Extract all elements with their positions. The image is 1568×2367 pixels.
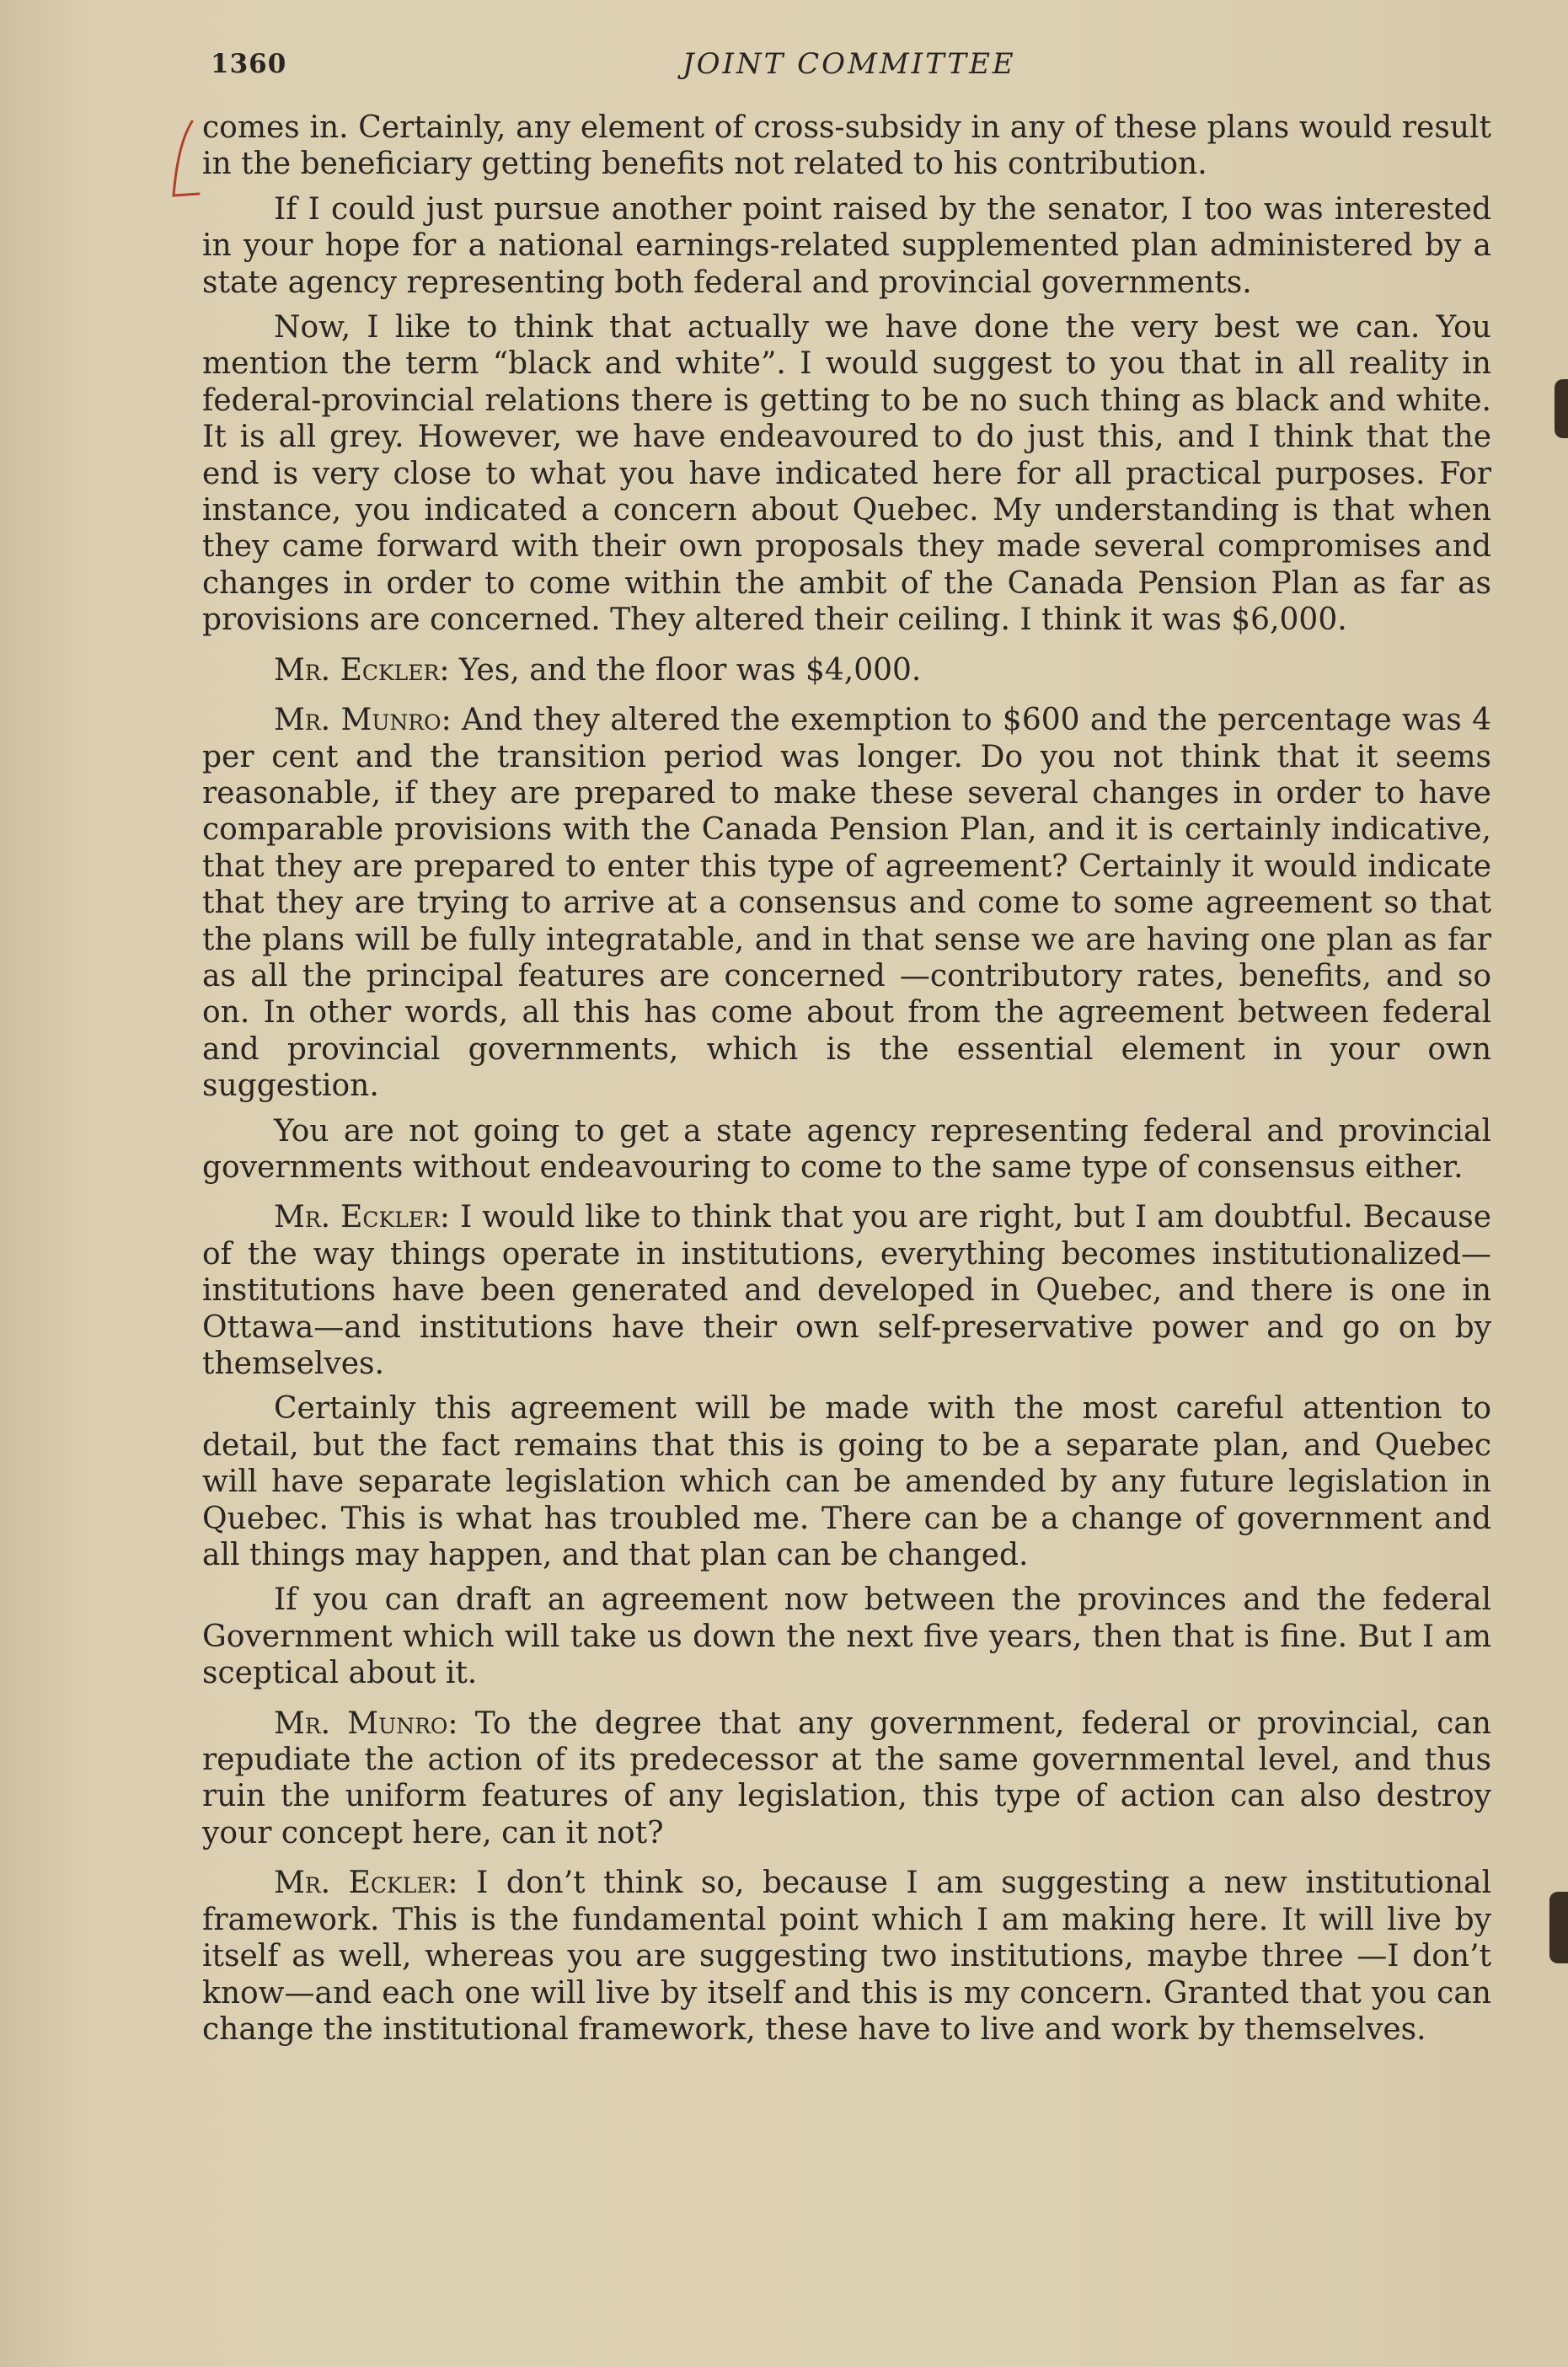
page-number: 1360 — [211, 49, 287, 79]
binding-edge-mark — [1549, 1892, 1568, 1963]
speech-text: And they altered the exemption to $600 and the percentage was 4 per cent and the transition period was longer. Do you not think that it seems reasonable, if they are prepared to make these several changes in order to have comparable provisions with the Canada Pension Plan, and it is certainly indicative, that they are prepared to enter this type of agreement? Certainly it would indicate that they are trying to arrive at a consensus and come to some agreement so that the plans will be fully integratable, and in that sense we are having one plan as far as all the principal features are concerned —contributory rates, benefits, and so on. In other words, all this has come about from the agreement between federal and provincial governments, which is the essential element in your own suggestion. — [202, 703, 1491, 1104]
speaker-name: Mr. Eckler: — [274, 1200, 450, 1235]
speech-paragraph — [202, 1199, 1491, 1382]
speaker-name: Mr. Munro: — [274, 1706, 458, 1741]
speech-text: Yes, and the floor was $4,000. — [449, 652, 922, 688]
speech-text: I would like to think that you are right, but I am doubtful. Because of the way things operate in institutions, everything becomes institutionalized—institutions have been generated and developed in Quebec, and there is one in Ottawa—and institutions have their own self-preservative power and go on by themselves. — [202, 1200, 1491, 1381]
binding-edge-mark — [1555, 379, 1568, 438]
body-text — [202, 110, 1491, 2056]
speaker-name: Mr. Eckler: — [274, 652, 450, 688]
speaker-name: Mr. Munro: — [274, 703, 452, 738]
running-head: JOINT COMMITTEE — [682, 47, 1016, 81]
red-bracket-mark — [167, 118, 201, 202]
speech-paragraph — [202, 1865, 1491, 2048]
paragraph: You are not going to get a state agency representing federal and provincial governments without endeavouring to come to the same type of consensus either. — [202, 1113, 1491, 1185]
page-header — [211, 42, 1491, 84]
speech-paragraph — [202, 1706, 1491, 1852]
speech-paragraph — [202, 652, 1491, 688]
speech-text: To the degree that any government, federal or provincial, can repudiate the action of its predecessor at the same governmental level, and thus ruin the uniform features of any legislation, this type of action can also destroy your concept here, can it not? — [202, 1706, 1491, 1850]
paragraph: If you can draft an agreement now between the provinces and the federal Government which will take us down the next five years, then that is fine. But I am sceptical about it. — [202, 1582, 1491, 1691]
paragraph: Certainly this agreement will be made with the most careful attention to detail, but the fact remains that this is going to be a separate plan, and Quebec will have separate legislation which can be amended by any future legislation in Quebec. This is what has troubled me. There can be a change of government and all things may happen, and that plan can be changed. — [202, 1391, 1491, 1573]
speaker-name: Mr. Eckler: — [274, 1866, 458, 1901]
paragraph: If I could just pursue another point raised by the senator, I too was interested in your hope for a national earnings-related supplemented plan administered by a state agency representing both federal and provincial governments. — [202, 191, 1491, 300]
speech-paragraph — [202, 702, 1491, 1104]
speech-text: I don’t think so, because I am suggesting a new institutional framework. This is the fundamental point which I am making here. It will live by itself as well, whereas you are suggesting two institutions, maybe three —I don’t know—and each one will live by itself and this is my concern. Granted that you can change the institutional framework, these have to live and work by themselves. — [202, 1866, 1491, 2047]
paragraph: Now, I like to think that actually we have done the very best we can. You mention the term “black and white”. I would suggest to you that in all reality in federal-provincial relations there is getting to be no such thing as black and white. It is all grey. However, we have endeavoured to do just this, and I think that the end is very close to what you have indicated here for all practical purposes. For instance, you indicated a concern about Quebec. My understanding is that when they came forward with their own proposals they made several compromises and changes in order to come within the ambit of the Canada Pension Plan as far as provisions are concerned. They altered their ceiling. I think it was $6,000. — [202, 310, 1491, 638]
paragraph: comes in. Certainly, any element of cross-subsidy in any of these plans would result in the beneficiary getting benefits not related to his contribution. — [202, 110, 1491, 182]
